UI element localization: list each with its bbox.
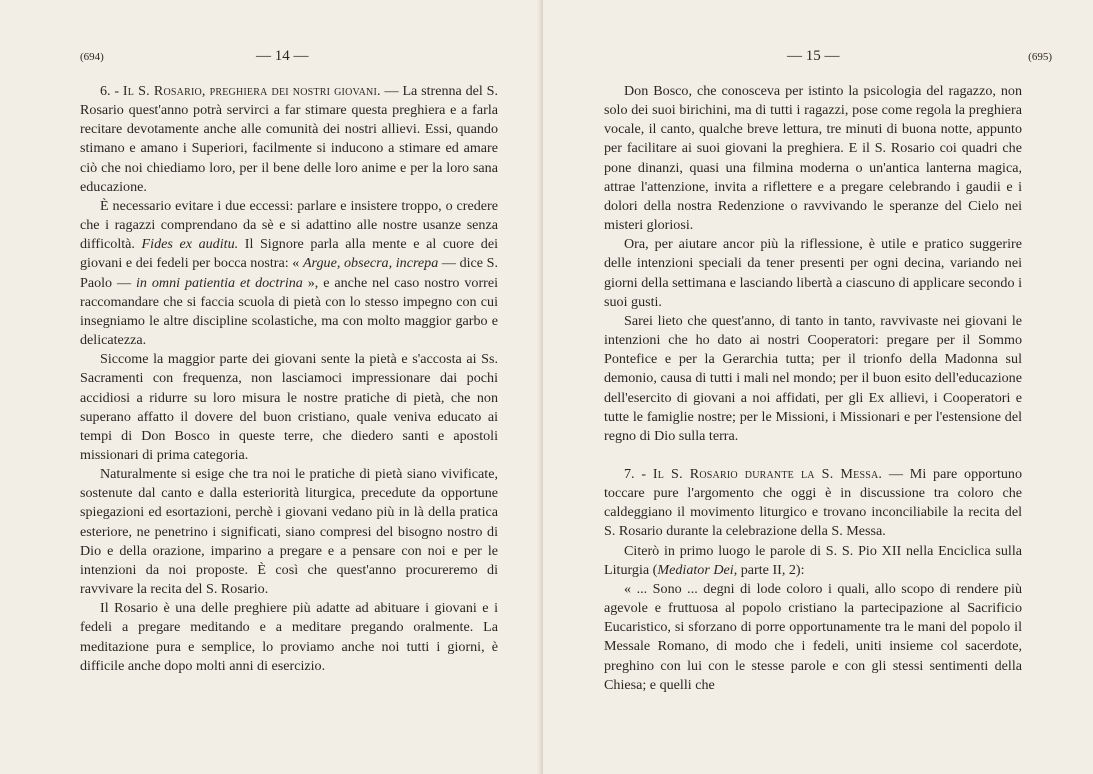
paragraph: Siccome la maggior parte dei giovani sente la pietà e s'accosta ai Ss. Sacramenti con frequenza, non lasciamoci impressionare dai pochi accidiosi a ridurre su loro misura le nostre pratiche di pietà, che non superano affatto il dovere del buon cristiano, quale veniva educato ai tempi di Don Bosco in queste terre, che diedero santi e apostoli missionari di prima categoria.	[80, 351, 498, 463]
paragraph: « ... Sono ... degni di lode coloro i quali, allo scopo di rendere più agevole e fruttuosa al popolo cristiano la partecipazione al Sacrificio Eucaristico, si sforzano di porre opportunamente tra le mani del popolo il Messale Romano, di modo che i fedeli, uniti insieme col sacerdote, preghino con lui con le stesse parole e con gli stessi sentimenti della Chiesa; e quelli che	[604, 580, 1022, 693]
paragraph	[604, 465, 1022, 542]
right-page-header	[604, 48, 1052, 68]
paragraph: Ora, per aiutare ancor più la riflessione, è utile e pratico suggerire delle intenzioni speciali da tener presenti per ogni decina, variando nei giorni della settimana e lasciando libertà a ciascuno di applicare secondo i suoi gusti.	[604, 236, 1022, 310]
paragraph-text: Citerò in primo luogo le parole di S. S. Pio XII nella Enciclica sulla Liturgia (	[604, 542, 1022, 578]
paragraph-text: È necessario evitare i due eccessi: parlare e insistere troppo, o credere che i ragazzi comprendano da sè e si adattino alle nostre usanze senza difficoltà.	[80, 197, 498, 253]
section-title: Il S. Rosario, preghiera dei nostri giovani.	[122, 83, 381, 99]
section-title: Il S. Rosario durante la S. Messa.	[652, 465, 883, 482]
paragraph: Don Bosco, che conosceva per istinto la psicologia del ragazzo, non solo dei suoi birichini, ma di tutti i ragazzi, pose come regola la preghiera vocale, il canto, qualche breve lettura, tre minuti di buona notte, appunto per facilitare ai suoi giovani la preghiera. E il S. Rosario coi quadri che pone dinanzi, quasi una filmina moderna o un'antica lanterna magica, attrae l'attenzione, invita a riflettere e a pregare celebrando i gaudii e i dolori della nostra Redenzione o ravvivando le speranze del Cielo nei misteri gloriosi.	[604, 83, 1022, 234]
left-page-body	[80, 82, 498, 676]
left-page-bracket-number: (694)	[80, 51, 104, 63]
right-page-section-before	[604, 82, 1022, 446]
paragraph	[80, 82, 498, 197]
paragraph-text: Il Signore parla alla mente e al cuore dei giovani e dei fedeli per bocca nostra: «	[80, 236, 498, 272]
left-page-header	[80, 48, 498, 68]
right-page-section-after	[604, 465, 1022, 695]
italic-phrase: Fides ex auditu.	[141, 236, 239, 253]
paragraph-text: , parte II, 2):	[733, 561, 805, 578]
left-page	[0, 0, 543, 774]
italic-phrase: Mediator Dei	[657, 561, 734, 578]
paragraph-text: », e anche nel caso nostro vorrei raccomandare che si faccia scuola di pietà con lo stesso impegno con cui insegniamo le altre discipline scolastiche, ma con molto maggior garbo e delicatezza.	[80, 274, 499, 349]
section-gap	[604, 446, 1022, 465]
italic-phrase: Argue, obsecra, increpa	[302, 255, 439, 272]
paragraph	[604, 542, 1022, 580]
paragraph	[80, 197, 498, 350]
paragraph-text: — Mi pare opportuno toccare pure l'argomento che oggi è in discussione tra coloro che caldeggiano il movimento liturgico e trovano inconciliabile la recita del S. Rosario durante la celebrazione della S. Messa.	[604, 465, 1022, 540]
paragraph-text: — La strenna del S. Rosario quest'anno potrà servirci a far stimare questa preghiera e a farla recitare devotamente anche alle comunità dei nostri allievi. Essi, quando stimano e amano i Superiori, facilmente si inducono a stimare ed amare ciò che noi chiediamo loro, per il bene delle loro anime e per la loro sana educazione.	[80, 83, 499, 195]
left-page-number: — 14 —	[256, 48, 309, 64]
paragraph: Sarei lieto che quest'anno, di tanto in tanto, ravvivaste nei giovani le intenzioni che ho dato ai nostri Cooperatori: pregare per il Sommo Pontefice e per la Gerarchia tutta; per il trionfo della Madonna sul demonio, causa di tutti i mali nel mondo; per il buon esito dell'educazione dell'esercito di giovani a noi affidati, per gli Ex allievi, i Cooperatori e tutte le famiglie nostre; per le Missioni, i Missionari e per l'estensione del regno di Dio sulla terra.	[604, 312, 1022, 444]
paragraph: Naturalmente si esige che tra noi le pratiche di pietà siano vivificate, sostenute dal canto e dalla esteriorità liturgica, precedute da opportune spiegazioni ed esortazioni, perchè i giovani vedano più in là della pratica esteriore, ne penetrino i significati, siano compresi del bisogno nostro di Dio e della orazione, imparino a pregare e a pensare con noi e per le intenzioni da noi proposte. È così che quest'anno procureremo di ravvivare la recita del S. Rosario.	[80, 466, 498, 598]
section-number: 6. -	[100, 83, 123, 99]
italic-phrase: in omni patientia et doctrina	[136, 274, 303, 291]
right-page	[543, 0, 1093, 774]
section-number: 7. -	[624, 465, 653, 482]
right-page-body	[604, 82, 1022, 695]
right-page-number: — 15 —	[787, 48, 840, 64]
paragraph-text: — dice S. Paolo —	[80, 255, 499, 291]
paragraph: Il Rosario è una delle preghiere più adatte ad abituare i giovani e i fedeli a pregare meditando e a meditare pregando oralmente. La meditazione pura e semplice, lo proviamo anche noi tutti i giorni, è difficile anche dopo molti anni di esercizio.	[80, 600, 498, 674]
right-page-bracket-number: (695)	[1028, 51, 1052, 63]
